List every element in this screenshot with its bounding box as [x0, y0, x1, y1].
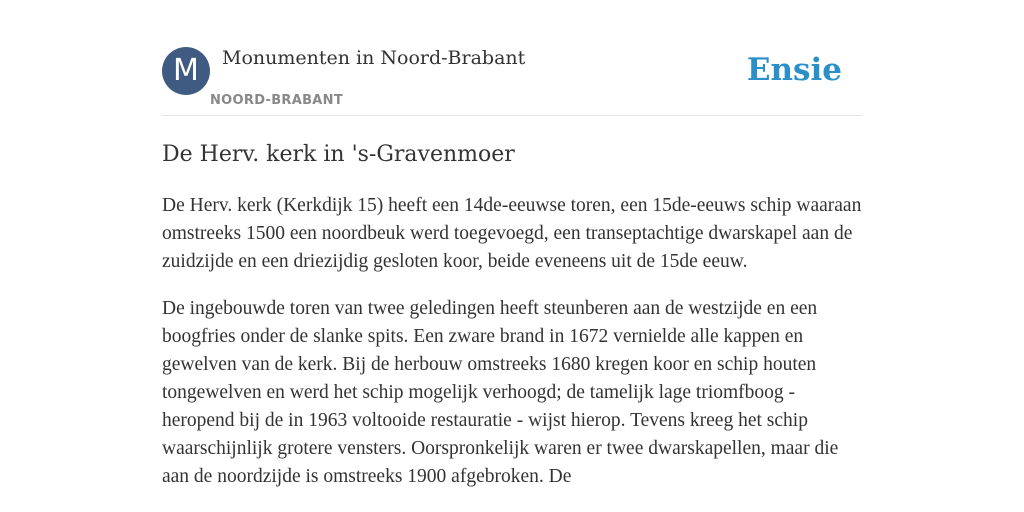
ensie-logo-link[interactable]: Ensie	[746, 52, 842, 88]
page	[162, 0, 862, 512]
collection-avatar[interactable]: M	[162, 47, 210, 95]
collection-header	[162, 0, 862, 116]
article-paragraph: De Herv. kerk (Kerkdijk 15) heeft een 14de-eeuwse toren, een 15de-eeuws schip waaraan omstreeks 1500 een noordbeuk werd toegevoegd, een transeptachtige dwarskapel aan de zuidzijde en een driezijdig gesloten koor, beide eveneens uit de 15de eeuw.	[162, 195, 862, 272]
article-body	[162, 192, 862, 510]
article-title: De Herv. kerk in 's-Gravenmoer	[162, 142, 515, 167]
collection-title-link[interactable]: Monumenten in Noord-Brabant	[222, 47, 526, 69]
article-paragraph: De ingebouwde toren van twee geledingen heeft steunberen aan de westzijde en een boogfries onder de slanke spits. Een zware brand in 1672 vernielde alle kappen en gewelven van de kerk. Bij de herbouw omstreeks 1680 kregen koor en schip houten tongewelven en werd het schip mogelijk verhoogd; de tamelijk lage triomfboog - heropend bij de in 1963 voltooide restauratie - wijst hierop. Tevens kreeg het schip waarschijnlijk grotere vensters. Oorspronkelijk waren er twee dwarskapellen, maar die aan de noordzijde is omstreeks 1900 afgebroken. De	[162, 298, 839, 487]
collection-tag-link[interactable]: NOORD-BRABANT	[210, 93, 344, 108]
